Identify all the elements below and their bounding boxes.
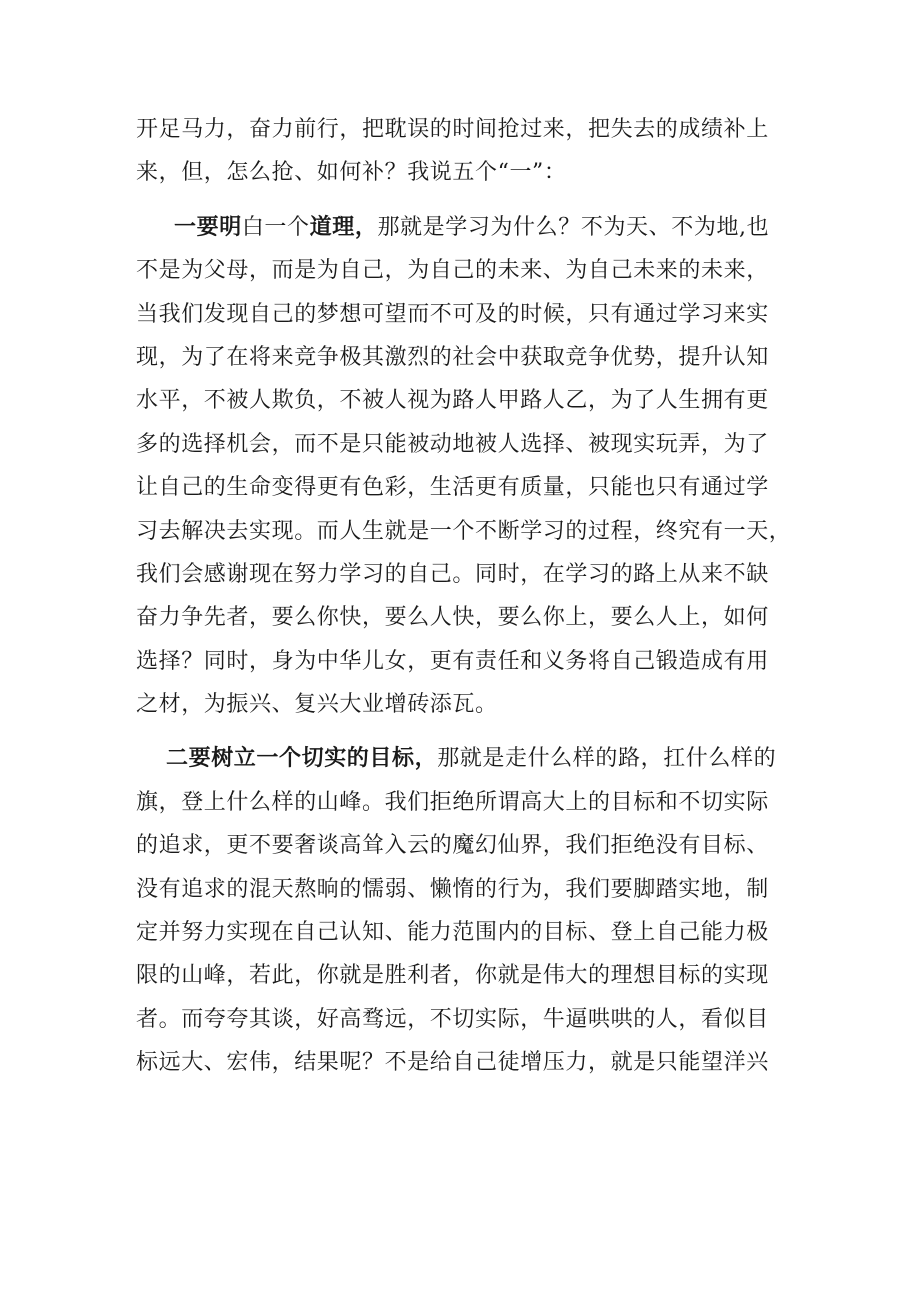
text-line: 来，但，怎么抢、如何补？我说五个“一”： xyxy=(136,160,567,186)
text-line: 奋力争先者，要么你快，要么人快，要么你上，要么人上，如何 xyxy=(136,605,769,631)
text-line: 开足马力，奋力前行，把耽误的时间抢过来，把失去的成绩补上 xyxy=(136,117,769,142)
section-1-lead-line xyxy=(136,206,796,249)
intro-paragraph xyxy=(136,108,796,195)
text-line: 习去解决去实现。而人生就是一个不断学习的过程，终究有一天， xyxy=(136,518,792,544)
text-line: 让自己的生命变得更有色彩，生活更有质量，只能也只有通过学 xyxy=(136,475,769,501)
text-line: 限的山峰，若此，你就是胜利者，你就是伟大的理想目标的实现 xyxy=(136,963,769,989)
text-line: 我们会感谢现在努力学习的自己。同时，在学习的路上从来不缺 xyxy=(136,561,769,587)
section-1-paragraph xyxy=(136,206,796,727)
text-line: 当我们发现自己的梦想可望而不可及的时候，只有通过学习来实 xyxy=(136,301,769,327)
document-page xyxy=(136,108,796,1085)
text-line: 的追求，更不要奢谈高耸入云的魔幻仙界，我们拒绝没有目标、 xyxy=(136,833,769,859)
section-2-heading: 二要树立一个切实的目标， xyxy=(166,746,438,772)
text-line: 多的选择机会，而不是只能被动地被人选择、被现实玩弄，为了 xyxy=(136,431,769,457)
text-line: 选择？同时，身为中华儿女，更有责任和义务将自己锻造成有用 xyxy=(136,648,769,674)
section-2-paragraph xyxy=(136,737,796,1084)
section-1-heading-part-b: 道理， xyxy=(309,214,378,240)
text-line: 不是为父母，而是为自己，为自己的未来、为自己未来的未来， xyxy=(136,258,769,284)
text-line: 之材，为振兴、复兴大业增砖添瓦。 xyxy=(136,692,498,718)
text-line: 水平，不被人欺负，不被人视为路人甲路人乙，为了人生拥有更 xyxy=(136,388,769,414)
section-1-lead-text-b: 那就是学习为什么？不为天、不为地,也 xyxy=(377,214,770,240)
text-line: 标远大、宏伟，结果呢？不是给自己徒增压力，就是只能望洋兴 xyxy=(136,1050,769,1076)
text-line: 定并努力实现在自己认知、能力范围内的目标、登上自己能力极 xyxy=(136,920,769,946)
section-2-lead-text: 那就是走什么样的路，扛什么样的 xyxy=(437,746,777,772)
text-line: 旗，登上什么样的山峰。我们拒绝所谓高大上的目标和不切实际 xyxy=(136,789,769,815)
section-1-lead-text-a: 白一个 xyxy=(241,214,310,240)
text-line: 者。而夸夸其谈，好高骛远，不切实际，牛逼哄哄的人，看似目 xyxy=(136,1006,769,1032)
text-line: 没有追求的混天熬晌的懦弱、懒惰的行为，我们要脚踏实地，制 xyxy=(136,876,769,902)
section-2-lead-line xyxy=(136,737,796,780)
section-1-heading-part-a: 一要明 xyxy=(174,214,242,240)
text-line: 现，为了在将来竞争极其激烈的社会中获取竞争优势，提升认知 xyxy=(136,344,769,370)
